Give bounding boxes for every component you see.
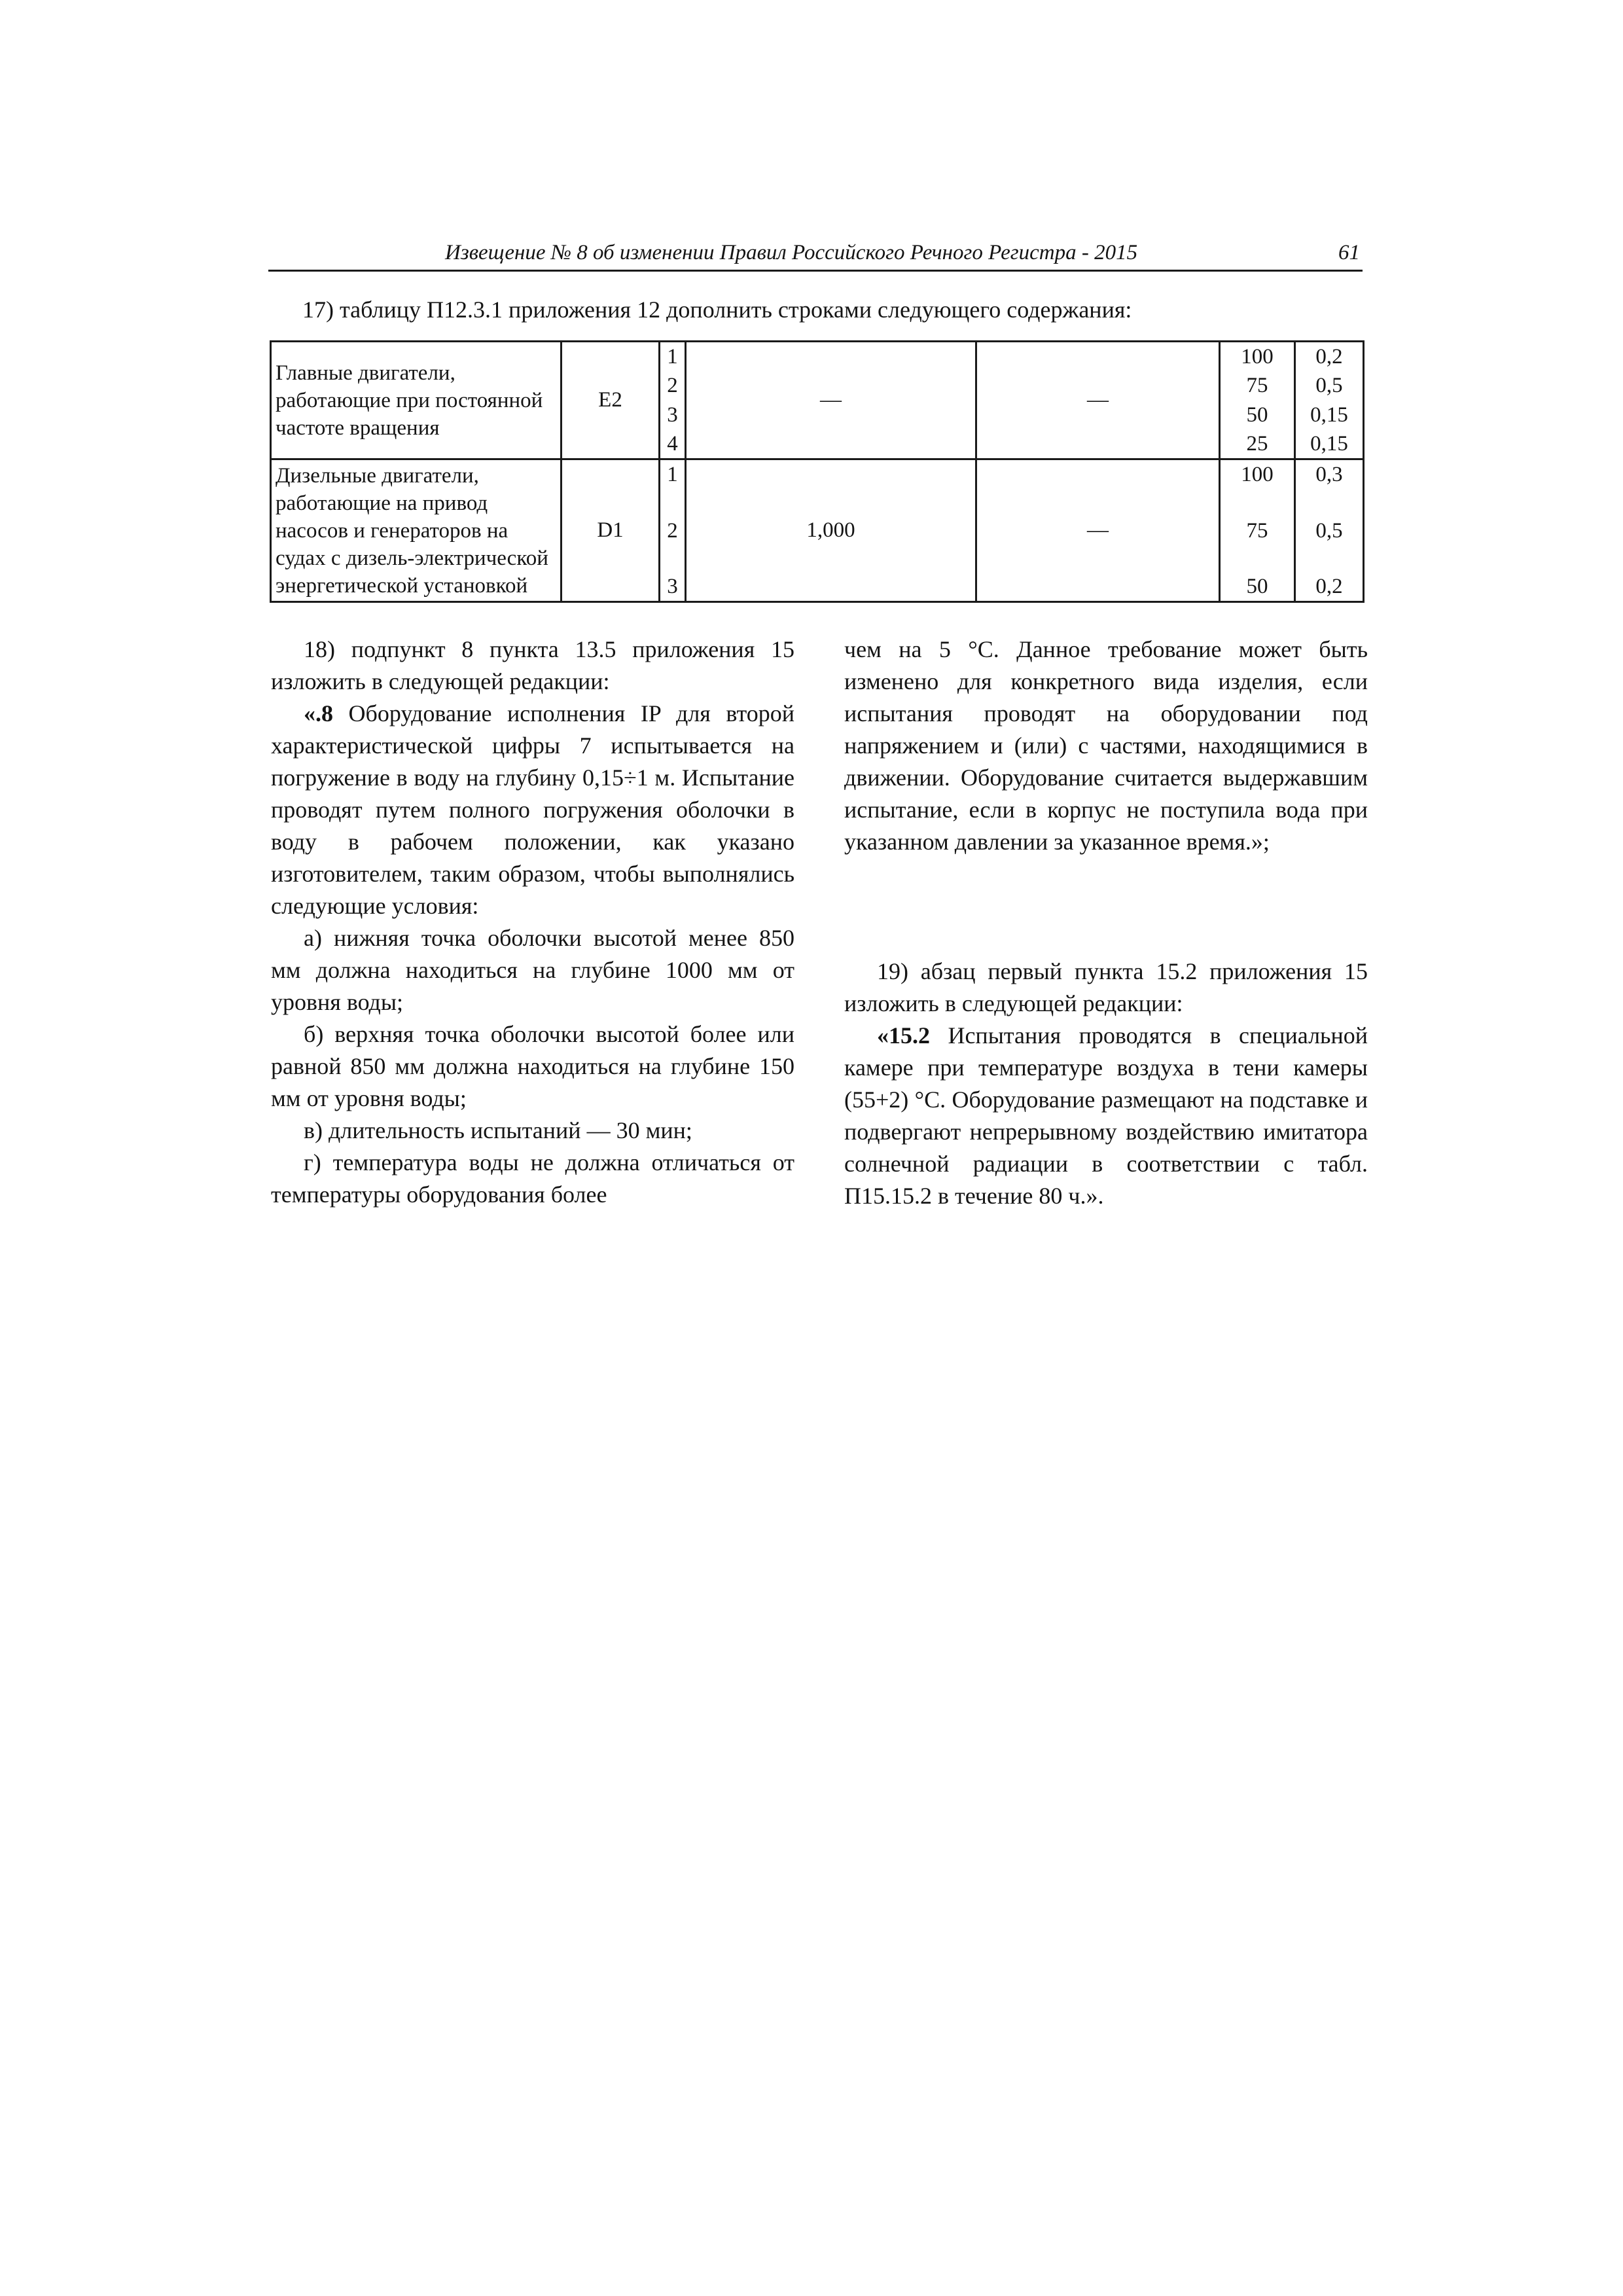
mode-numbers [660, 342, 686, 459]
weight-factor: 0,2 [1315, 345, 1343, 368]
mode-number: 4 [667, 431, 678, 456]
mode-numbers [660, 459, 686, 602]
paragraph: а) нижняя точка оболочки высотой менее 850 мм должна находиться на глубине 1000 мм от уровня воды; [271, 925, 794, 1015]
speed-cell: — [686, 342, 976, 459]
load-value: 25 [1246, 431, 1268, 456]
paragraph [844, 1020, 1368, 1212]
load-values [1220, 342, 1295, 459]
weight-factor: 0,15 [1310, 403, 1348, 427]
table-row [271, 342, 1364, 459]
table-row [271, 459, 1364, 602]
weight-factor: 0,3 [1315, 463, 1343, 486]
weight-factors [1295, 459, 1364, 602]
amendment-table [270, 340, 1364, 603]
left-column [271, 634, 794, 1211]
clause-number: «15.2 [877, 1022, 930, 1049]
clause-text: Оборудование исполнения IP для второй характеристической цифры 7 испытывается на погружение в воду на глубину 0,15÷1 м. Испытание проводят путем полного погружения оболочки в воду в рабочем положении, как указано изготовителем, таким образом, чтобы выполнялись следующие условия: [271, 700, 795, 919]
right-column-top [844, 634, 1368, 858]
load-value: 50 [1246, 575, 1268, 598]
table-intro: 17) таблицу П12.3.1 приложения 12 дополнить строками следующего содержания: [302, 296, 1132, 323]
clause-text: Испытания проводятся в специальной камере при температуре воздуха в тени камеры (55+2) °С. Оборудование размещают на подставке и подвергают непрерывному воздействию имитатора солнечной радиации в соответствии с табл. П15.15.2 в течение 80 ч.». [844, 1022, 1368, 1209]
mode-number: 2 [667, 374, 678, 398]
page-number: 61 [1338, 241, 1360, 264]
paragraph [271, 698, 794, 922]
load-value: 100 [1241, 345, 1274, 368]
mode-number: 3 [667, 575, 678, 598]
engine-description: Дизельные двигатели, работающие на привод насосов и генераторов на судах с дизель-электрической энергетической установкой [271, 459, 562, 602]
mode-number: 2 [667, 518, 678, 543]
load-value: 50 [1246, 403, 1268, 427]
load-values [1220, 459, 1295, 602]
mode-number: 3 [667, 403, 678, 427]
right-column-bottom [844, 956, 1368, 1212]
mode-number: 1 [667, 345, 678, 368]
engine-description: Главные двигатели, работающие при постоянной частоте вращения [271, 342, 562, 459]
mode-number: 1 [667, 463, 678, 486]
header-title: Извещение № 8 об изменении Правил Российского Речного Регистра - 2015 [445, 241, 1138, 264]
dash-cell: — [976, 459, 1220, 602]
weight-factor: 0,2 [1315, 575, 1343, 598]
paragraph: в) длительность испытаний — 30 мин; [304, 1117, 692, 1143]
speed-cell: 1,000 [686, 459, 976, 602]
paragraph: 18) подпункт 8 пункта 13.5 приложения 15 изложить в следующей редакции: [271, 636, 794, 694]
weight-factor: 0,5 [1315, 518, 1343, 543]
running-header [268, 240, 1363, 272]
load-value: 75 [1246, 518, 1268, 543]
test-cycle-code: E2 [562, 342, 660, 459]
dash-cell: — [976, 342, 1220, 459]
paragraph: г) температура воды не должна отличаться от температуры оборудования более [271, 1149, 794, 1208]
clause-number: «.8 [304, 700, 333, 726]
weight-factors [1295, 342, 1364, 459]
paragraph: чем на 5 °С. Данное требование может быть изменено для конкретного вида изделия, если испытания проводят на оборудовании под напряжением и (или) с частями, находящимися в движении. Оборудование считается выдержавшим испытание, если в корпус не поступила вода при указанном давлении за указанное время.»; [844, 636, 1368, 855]
paragraph: 19) абзац первый пункта 15.2 приложения 15 изложить в следующей редакции: [844, 958, 1368, 1016]
weight-factor: 0,15 [1310, 431, 1348, 456]
weight-factor: 0,5 [1315, 374, 1343, 398]
load-value: 100 [1241, 463, 1274, 486]
load-value: 75 [1246, 374, 1268, 398]
paragraph: б) верхняя точка оболочки высотой более или равной 850 мм должна находиться на глубине 150 мм от уровня воды; [271, 1021, 794, 1111]
test-cycle-code: D1 [562, 459, 660, 602]
